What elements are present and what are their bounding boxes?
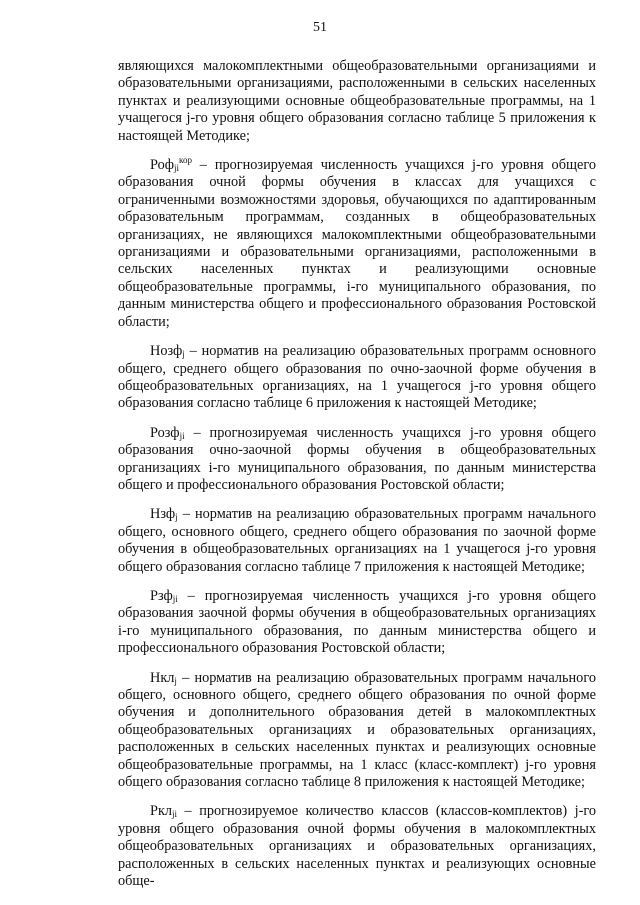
- definition-nzf: [118, 506, 596, 576]
- definition-text: – прогнозируемая численность учащихся j-го уровня общего образования очно-заочной формы обучения в общеобразовательных организациях i-го муниципального образования, по данным министерства общего и профессионального образования Ростовской области;: [118, 424, 596, 493]
- term-superscript: кор: [179, 155, 192, 166]
- term-subscript: j: [174, 675, 177, 686]
- term-symbol: Рзф: [150, 587, 173, 604]
- term-subscript: j: [175, 512, 178, 523]
- term-symbol: Нзф: [150, 506, 176, 523]
- term-symbol: Нкл: [150, 669, 175, 686]
- paragraph-continuation: [118, 58, 596, 145]
- term-subscript: ji: [179, 430, 185, 441]
- term-symbol: Розф: [150, 424, 180, 441]
- term-symbol: Ркл: [150, 803, 173, 820]
- definition-text: – прогнозируемая численность учащихся j-го уровня общего образования заочной формы обучения в общеобразовательных организациях i-го муниципального образования, по данным министерства общего и профессионального образования Ростовской области;: [118, 587, 596, 657]
- term-subscript: ji: [172, 593, 178, 604]
- page-number: 51: [313, 20, 327, 35]
- definition-rkl: [118, 803, 596, 890]
- term-symbol: Нозф: [150, 343, 183, 360]
- definition-nkl: [118, 670, 596, 792]
- definition-text: – норматив на реализацию образовательных программ начального общего, основного общего, среднего общего образования по очной форме обучения и дополнительного образования детей в малокомплектных общеобразовательных организациях и образовательных организациях, расположенных в сельских населенных пунктах и реализующих основные общеобразовательные программы, на 1 класс (класс-комплект) j-го уровня общего образования согласно таблице 8 приложения к настоящей Методике;: [118, 669, 596, 791]
- definition-rozf: [118, 425, 596, 495]
- term-subscript: ji: [174, 163, 180, 174]
- definition-text: – норматив на реализацию образовательных программ основного общего, среднего общего образования по очно-заочной форме обучения в общеобразовательных организациях, на 1 учащегося j-го уровня общего образования согласно таблице 6 приложения к настоящей Методике;: [118, 343, 596, 412]
- definition-text: – прогнозируемое количество классов (классов-комплектов) j-го уровня общего образования очной формы обучения в малокомплектных общеобразовательных организациях и образовательных организациях, расположенных в сельских населенных пунктах и реализующих основные обще-: [118, 803, 596, 890]
- paragraph-text: являющихся малокомплектными общеобразовательными организациями и образовательными организациями, расположенными в сельских населенных пунктах и реализующими основные общеобразовательные программы, на 1 учащегося j-го уровня общего образования согласно таблице 5 приложения к настоящей Методике;: [118, 58, 596, 144]
- document-body: [118, 58, 596, 902]
- definition-text: – норматив на реализацию образовательных программ начального общего, основного общего, среднего общего образования по заочной форме обучения в общеобразовательных организациях на 1 учащегося j-го уровня общего образования согласно таблице 7 приложения к настоящей Методике;: [118, 506, 596, 575]
- definition-rzf: [118, 588, 596, 658]
- definition-rof-kor: [118, 157, 596, 331]
- term-subscript: ji: [172, 809, 178, 820]
- definition-nozf: [118, 343, 596, 413]
- term-subscript: j: [182, 349, 185, 360]
- term-symbol: Роф: [150, 157, 175, 174]
- definition-text: – прогнозируемая численность учащихся j-го уровня общего образования очной формы обучения в классах для учащихся с ограниченными возможностями здоровья, обучающихся по адаптированным образовательным программам, созданных в общеобразовательных организациях, не являющихся малокомплектными общеобразовательными организациями и образовательными организациями, расположенными в сельских населенных пунктах и реализующими основные общеобразовательные программы, i-го муниципального образования, по данным министерства общего и профессионального образования Ростовской области;: [118, 157, 596, 330]
